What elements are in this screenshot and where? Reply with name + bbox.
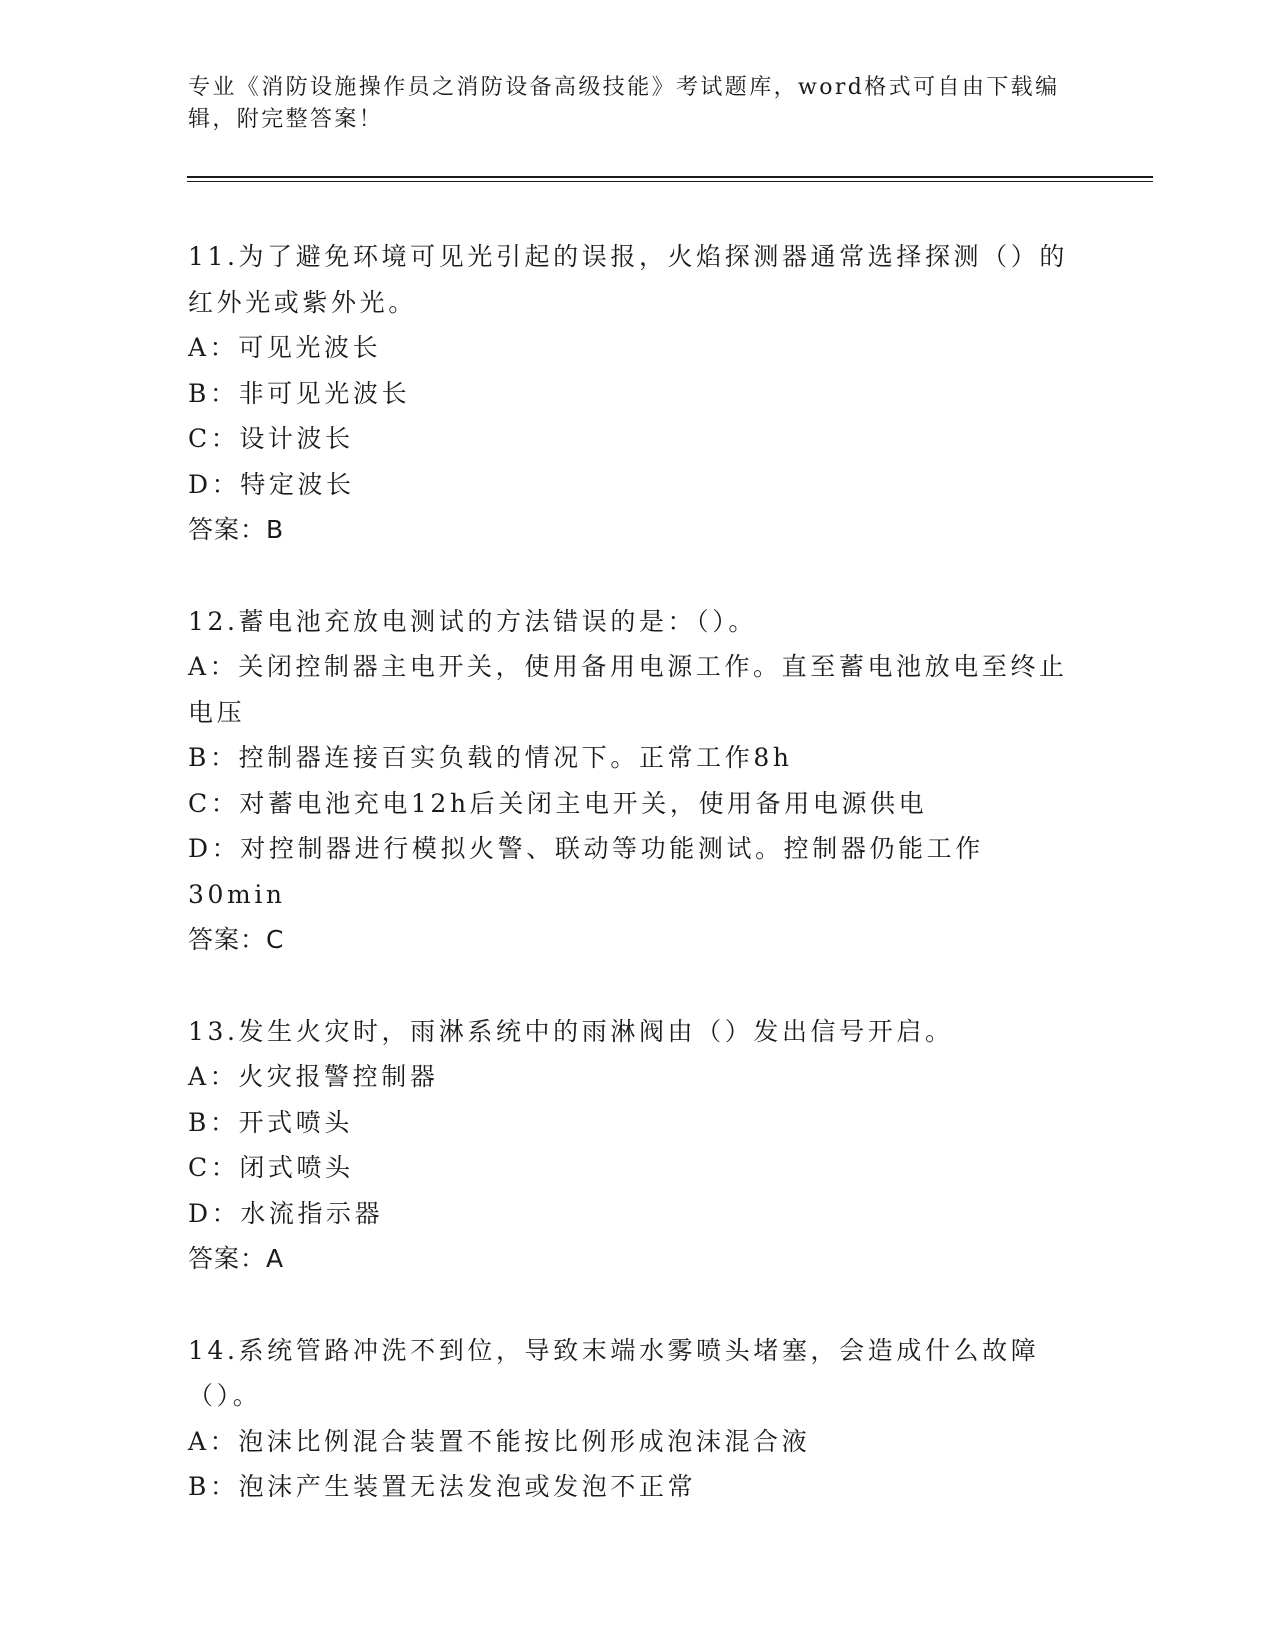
option-b: B：控制器连接百实负载的情况下。正常工作8h [188,743,793,772]
option-c: C：设计波长 [188,424,354,453]
question-stem: 11.为了避免环境可见光引起的误报，火焰探测器通常选择探测（）的红外光或紫外光。 [188,242,1068,317]
option-a: A：泡沫比例混合装置不能按比例形成泡沫混合液 [188,1426,811,1456]
question-14 [188,1328,1078,1510]
question-stem: 13.发生火灾时，雨淋系统中的雨淋阀由（）发出信号开启。 [188,1016,954,1046]
answer-text: 答案：A [188,1244,285,1273]
question-list [188,234,1078,1556]
question-11 [188,234,1078,553]
question-13 [188,1009,1078,1282]
option-b: B：开式喷头 [188,1107,353,1137]
option-a: A：火灾报警控制器 [188,1062,439,1091]
question-stem: 12.蓄电池充放电测试的方法错误的是：（）。 [188,606,757,636]
option-c: C：对蓄电池充电12h后关闭主电开关，使用备用电源供电 [188,788,928,818]
answer-text: 答案：B [188,515,285,544]
question-stem: 14.系统管路冲洗不到位，导致末端水雾喷头堵塞，会造成什么故障（）。 [188,1335,1040,1410]
option-b: B：泡沫产生装置无法发泡或发泡不正常 [188,1472,697,1501]
option-a: A：关闭控制器主电开关，使用备用电源工作。直至蓄电池放电至终止电压 [188,652,1068,727]
header-divider-thick [187,176,1153,178]
answer-text: 答案：C [188,925,285,954]
option-b: B：非可见光波长 [188,378,411,408]
header-divider-thin [187,181,1153,182]
option-d: D：对控制器进行模拟火警、联动等功能测试。控制器仍能工作30min [188,834,984,909]
option-d: D：水流指示器 [188,1198,384,1228]
document-header: 专业《消防设施操作员之消防设备高级技能》考试题库，word格式可自由下载编辑，附完整答案！ [188,75,1060,132]
option-a: A：可见光波长 [188,333,382,362]
question-12 [188,599,1078,963]
option-d: D：特定波长 [188,469,355,499]
option-c: C：闭式喷头 [188,1153,354,1182]
